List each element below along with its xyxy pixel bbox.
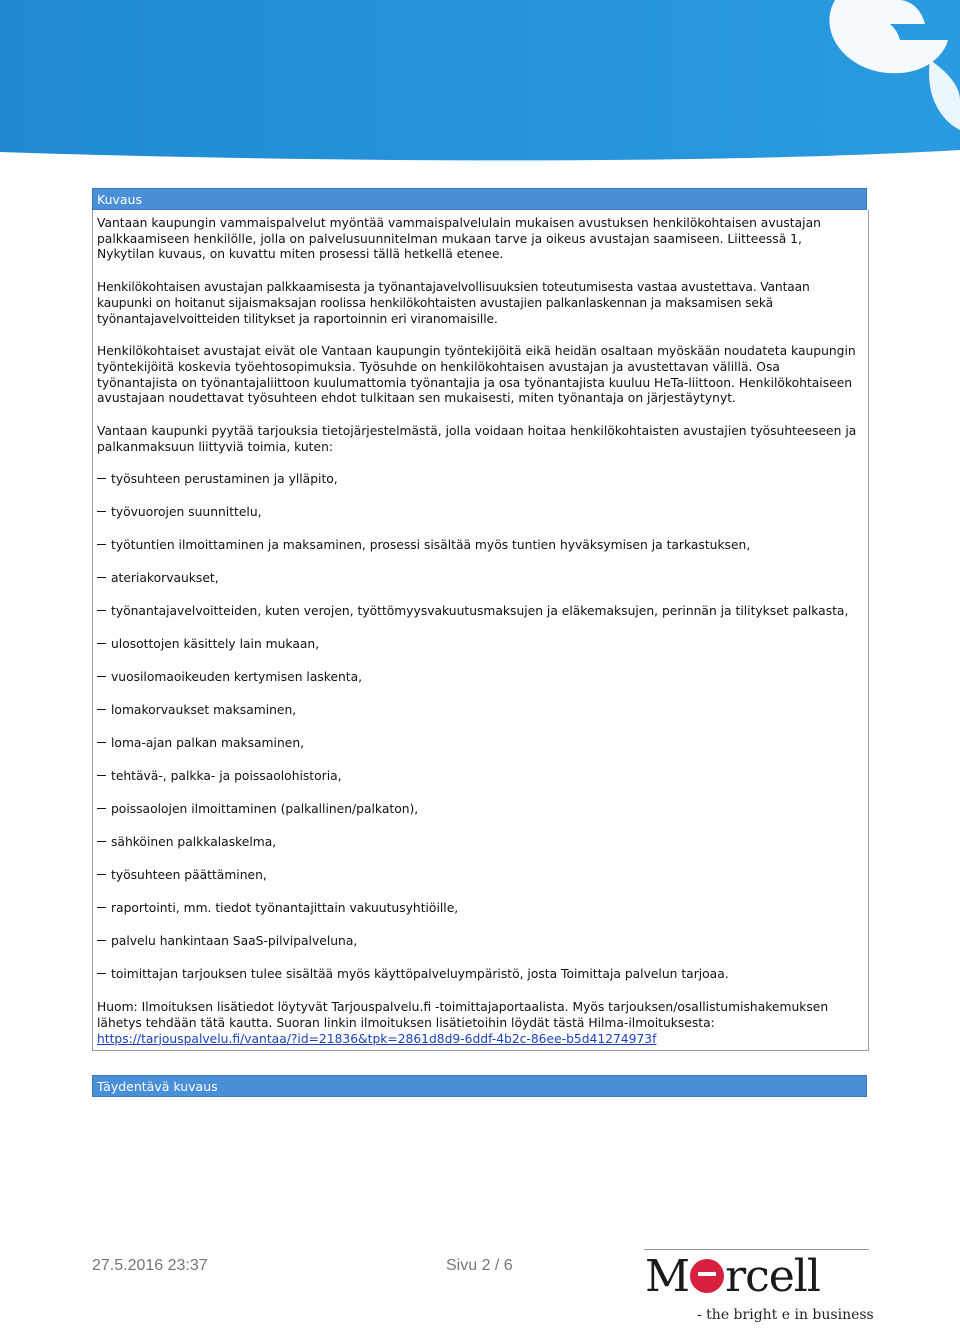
list-item-text: sähköinen palkkalaskelma, [111,835,277,850]
dash-icon [97,940,106,941]
dash-icon [97,478,106,479]
list-item-text: toimittajan tarjouksen tulee sisältää myös käyttöpalveluympäristö, josta Toimittaja palvelun tarjoaa. [111,967,729,982]
list-item-text: vuosilomaoikeuden kertymisen laskenta, [111,670,363,685]
hilma-link[interactable]: https://tarjouspalvelu.fi/vantaa/?id=21836&tpk=2861d8d9-6ddf-4b2c-86ee-b5d41274973f [97,1031,657,1046]
list-item [97,637,860,653]
marcell-logo [645,1251,874,1326]
list-item-text: työtuntien ilmoittaminen ja maksaminen, prosessi sisältää myös tuntien hyväksymisen ja tarkastuksen, [111,538,751,553]
dash-icon [97,874,106,875]
logo-e-icon [690,1259,724,1293]
list-item-text: työvuorojen suunnittelu, [111,505,262,520]
description-box [92,210,869,1051]
top-banner [0,0,960,165]
dash-icon [97,577,106,578]
footer-divider [644,1249,869,1250]
list-item [97,604,860,620]
list-item-text: työsuhteen perustaminen ja ylläpito, [111,472,338,487]
list-item-text: loma-ajan palkan maksaminen, [111,736,305,751]
list-item [97,505,860,521]
dash-icon [97,742,106,743]
section-header-taydentava: Täydentävä kuvaus [92,1075,867,1097]
list-item-text: ulosottojen käsittely lain mukaan, [111,637,320,652]
list-item-text: työsuhteen päättäminen, [111,868,267,883]
logo-wordmark [645,1251,820,1302]
list-item [97,670,860,686]
dash-icon [97,643,106,644]
list-item [97,802,860,818]
list-item [97,868,860,884]
list-item-text: palvelu hankintaan SaaS-pilvipalveluna, [111,934,358,949]
note-paragraph [97,1000,860,1047]
dash-icon [97,544,106,545]
list-item [97,901,860,917]
list-item [97,736,860,752]
logo-text-m: M [645,1251,690,1302]
p2-first-sentence: Henkilökohtaisen avustajan palkkaamisesta ja työnantajavelvollisuuksien toteutumisesta vastaa avustettava. [97,280,757,295]
list-item [97,769,860,785]
p2-rest: Vantaan kaupunki on hoitanut sijaismaksajan roolissa henkilökohtaisten avustajien palkanlaskennan ja maksamisen sekä työnantajavelvoitteiden tilitykset ja raportoinnin eri viranomaisille. [97,280,810,326]
list-item-text: poissaolojen ilmoittaminen (palkallinen/palkaton), [111,802,419,817]
description-paragraph-2 [97,280,860,327]
list-item [97,934,860,950]
description-paragraph-1: Vantaan kaupungin vammaispalvelut myöntää vammaispalvelulain mukaisen avustuksen henkilökohtaisen avustajan palkkaamiseen henkilölle, jolla on palvelusuunnitelman mukaan tarve ja oikeus avustajan saamiseen. Liitteessä 1, Nykytilan kuvaus, on kuvattu miten prosessi tällä hetkellä etenee. [97,216,821,262]
dash-icon [97,610,106,611]
footer-page-number: Sivu 2 / 6 [446,1257,513,1274]
dash-icon [97,709,106,710]
description-paragraph-3: Henkilökohtaiset avustajat eivät ole Vantaan kaupungin työntekijöitä eikä heidän osaltaan myöskään noudateta kaupungin työntekijöitä koskevia työehtosopimuksia. Työsuhde on henkilökohtaisen avustajan ja avustettavan välillä. Osa työnantajista on työnantajaliittoon kuulumattomia työnantajia ja osa työnantajista kuuluu HeTa-liittoon. Henkilökohtaiseen avustajaan noudettavat työsuhteen ehdot tulkitaan sen mukaisesti, miten työnantaja on järjestäytynyt. [97,344,856,406]
dash-icon [97,841,106,842]
dash-icon [97,775,106,776]
dash-icon [97,973,106,974]
dash-icon [97,676,106,677]
list-item [97,538,860,554]
list-item-text: tehtävä-, palkka- ja poissaolohistoria, [111,769,342,784]
list-item-text: raportointi, mm. tiedot työnantajittain vakuutusyhtiöille, [111,901,459,916]
list-item [97,472,860,488]
logo-tagline: - the bright e in business [697,1307,874,1323]
logo-text-rcell: rcell [725,1251,820,1302]
footer-datetime: 27.5.2016 23:37 [92,1257,208,1274]
list-item [97,571,860,587]
list-item [97,703,860,719]
list-item-text: lomakorvaukset maksaminen, [111,703,297,718]
list-item-text: ateriakorvaukset, [111,571,219,586]
dash-icon [97,808,106,809]
list-item [97,835,860,851]
requirements-list [97,472,860,983]
description-paragraph-4: Vantaan kaupunki pyytää tarjouksia tietojärjestelmästä, jolla voidaan hoitaa henkilökohtaisten avustajien työsuhteeseen ja palkanmaksuun liittyviä toimia, kuten: [97,424,857,454]
list-item-text: työnantajavelvoitteiden, kuten verojen, työttömyysvakuutusmaksujen ja eläkemaksujen, perinnän ja tilitykset palkasta, [111,604,849,619]
dash-icon [97,907,106,908]
list-item [97,967,860,983]
banner-graphic [0,0,960,165]
dash-icon [97,511,106,512]
note-text: Huom: Ilmoituksen lisätiedot löytyvät Tarjouspalvelu.fi -toimittajaportaalista. Myös tarjouksen/osallistumishakemuksen lähetys tehdään tätä kautta. Suoran linkin ilmoituksen lisätietoihin löydät tästä Hilma-ilmoituksesta: [97,1000,829,1031]
section-header-kuvaus: Kuvaus [92,188,867,210]
